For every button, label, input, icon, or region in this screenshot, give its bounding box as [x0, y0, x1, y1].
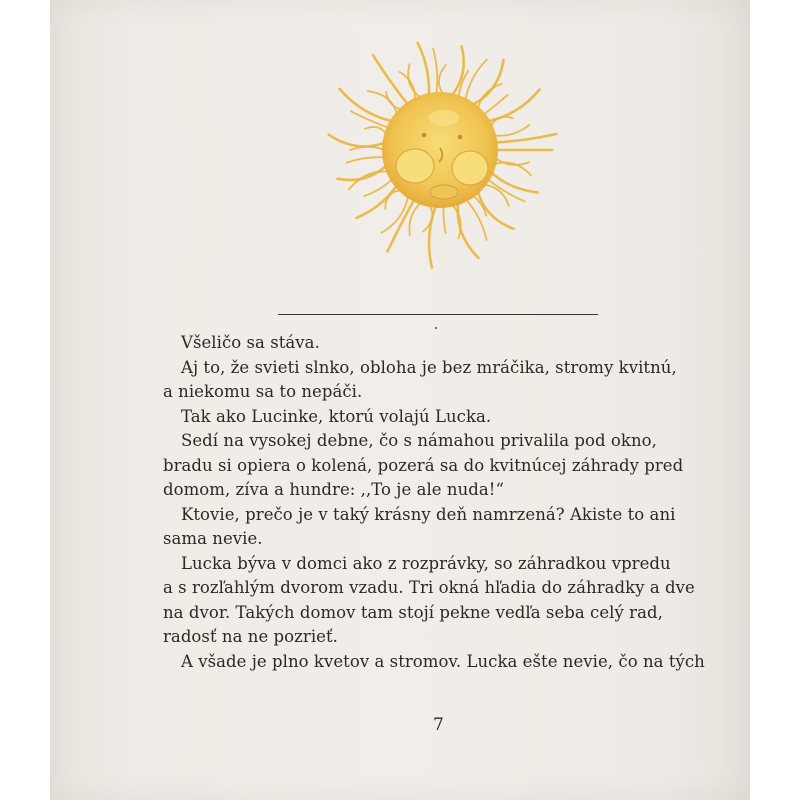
- sun-mouth: [430, 185, 458, 199]
- sun-illustration: [320, 40, 560, 270]
- page-number: 7: [433, 715, 444, 735]
- sun-left-eye: [422, 133, 427, 138]
- text-line: Sedí na vysokej debne, čo s námahou privalila pod okno,: [181, 431, 657, 450]
- sun-ray: [347, 157, 386, 163]
- sun-right-eye: [458, 135, 463, 140]
- text-line: Tak ako Lucinke, ktorú volajú Lucka.: [181, 406, 492, 426]
- sun-ray: [340, 89, 394, 122]
- text-line: A všade je plno kvetov a stromov. Lucka ešte nevie, čo na tých: [181, 651, 705, 671]
- sun-ray: [329, 135, 386, 147]
- text-line: Všeličo sa stáva.: [181, 333, 320, 352]
- text-line: na dvor. Takých domov tam stojí pekne vedľa seba celý rad,: [163, 602, 663, 622]
- sun-ray: [478, 84, 502, 110]
- sun-ray: [478, 190, 514, 229]
- divider-dot: [435, 327, 437, 329]
- sun-ray: [493, 125, 529, 136]
- text-line: radosť na ne pozrieť.: [163, 627, 338, 646]
- sun-ray: [439, 65, 446, 95]
- sun-right-cheek: [452, 151, 488, 185]
- section-divider-line: [278, 314, 598, 315]
- sun-ray: [483, 185, 509, 206]
- book-page: [50, 0, 750, 800]
- sun-ray: [433, 49, 437, 96]
- sun-ray: [337, 165, 387, 180]
- sun-ray: [451, 46, 464, 96]
- sun-ray: [373, 55, 408, 105]
- sun-ray: [364, 179, 393, 197]
- text-line: Ktovie, prečo je v taký krásny deň namrzená? Akiste to ani: [181, 504, 676, 524]
- text-line: a s rozľahlým dvorom vzadu. Tri okná hľadia do záhradky a dve: [163, 578, 695, 597]
- sun-ray: [418, 43, 429, 96]
- sun-ray: [365, 127, 387, 135]
- body-text: [163, 331, 723, 674]
- sun-ray: [443, 205, 445, 233]
- text-line: Lucka býva v domci ako z rozprávky, so záhradkou vpredu: [181, 553, 671, 573]
- text-line: a niekomu sa to nepáči.: [163, 382, 363, 401]
- text-line: domom, zíva a hundre: ,,To je ale nuda!“: [163, 480, 504, 499]
- text-line: Aj to, že svieti slnko, obloha je bez mráčika, stromy kvitnú,: [181, 357, 677, 377]
- sun-left-cheek: [396, 149, 434, 183]
- sun-ray: [472, 60, 504, 105]
- sun-ray: [385, 190, 402, 209]
- sun-ray: [483, 95, 508, 115]
- text-line: bradu si opiera o kolená, pozerá sa do kvitnúcej záhrady pred: [163, 455, 684, 475]
- sun-ray: [368, 91, 398, 115]
- sun-forehead: [429, 110, 459, 126]
- text-line: sama nevie.: [163, 529, 263, 548]
